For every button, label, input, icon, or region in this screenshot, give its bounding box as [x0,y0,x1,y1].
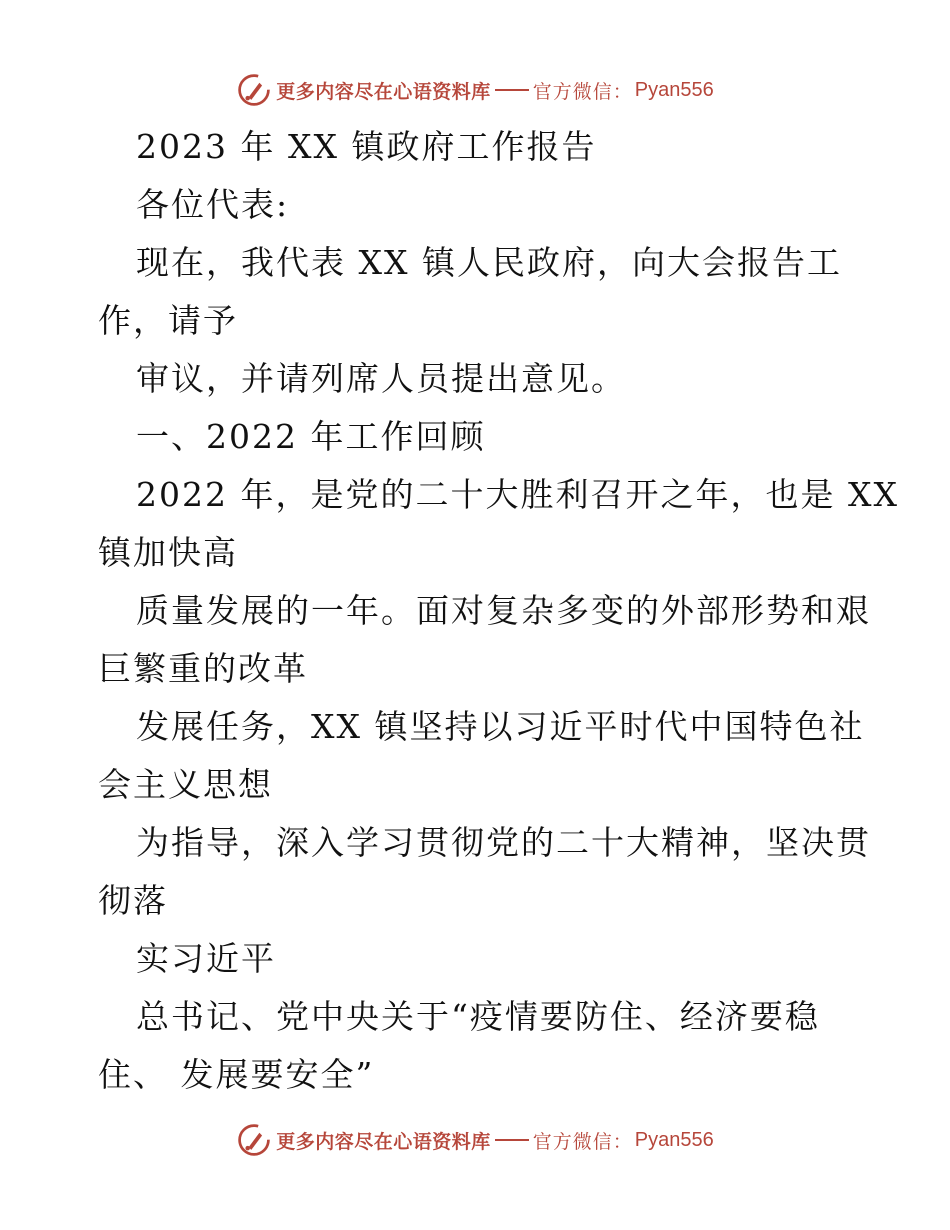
doc-line: 现在，我代表 XX 镇人民政府，向大会报告工 [136,243,842,282]
doc-line: 彻落 [98,881,168,920]
document-body [98,118,899,1104]
doc-line: 总书记、党中央关于“疫情要防住、经济要稳 [136,997,820,1036]
doc-line: 住、 发展要安全” [98,1055,375,1094]
doc-line: 2023 年 XX 镇政府工作报告 [136,127,597,166]
doc-line: 一、2022 年工作回顾 [136,417,486,456]
watermark-wechat-id: Pyan556 [634,1128,714,1151]
doc-line: 作，请予 [98,301,238,340]
watermark-banner-top [0,70,950,110]
doc-line: 各位代表: [136,185,290,224]
watermark-banner-bottom [0,1120,950,1160]
doc-line: 发展任务，XX 镇坚持以习近平时代中国特色社 [136,707,865,746]
doc-line: 2022 年，是党的二十大胜利召开之年，也是 XX [136,475,899,514]
doc-line: 巨繁重的改革 [98,649,308,688]
watermark-wechat-label: 官方微信： [532,1130,633,1153]
pen-nib-logo-icon [236,1122,272,1158]
doc-line: 为指导，深入学习贯彻党的二十大精神，坚决贯 [136,823,871,862]
doc-line: 会主义思想 [98,765,273,804]
pen-nib-logo-icon [236,72,272,108]
doc-line: 实习近平 [136,939,276,978]
watermark-dash [495,89,529,91]
watermark-wechat-id: Pyan556 [634,78,714,101]
watermark-dash [495,1139,529,1141]
watermark-site-text: 更多内容尽在心语资料库 [276,80,491,103]
watermark-site-text: 更多内容尽在心语资料库 [276,1130,491,1153]
doc-line: 审议，并请列席人员提出意见。 [136,359,626,398]
doc-line: 质量发展的一年。面对复杂多变的外部形势和艰 [136,591,871,630]
watermark-wechat-label: 官方微信： [532,80,633,103]
doc-line: 镇加快高 [98,533,238,572]
